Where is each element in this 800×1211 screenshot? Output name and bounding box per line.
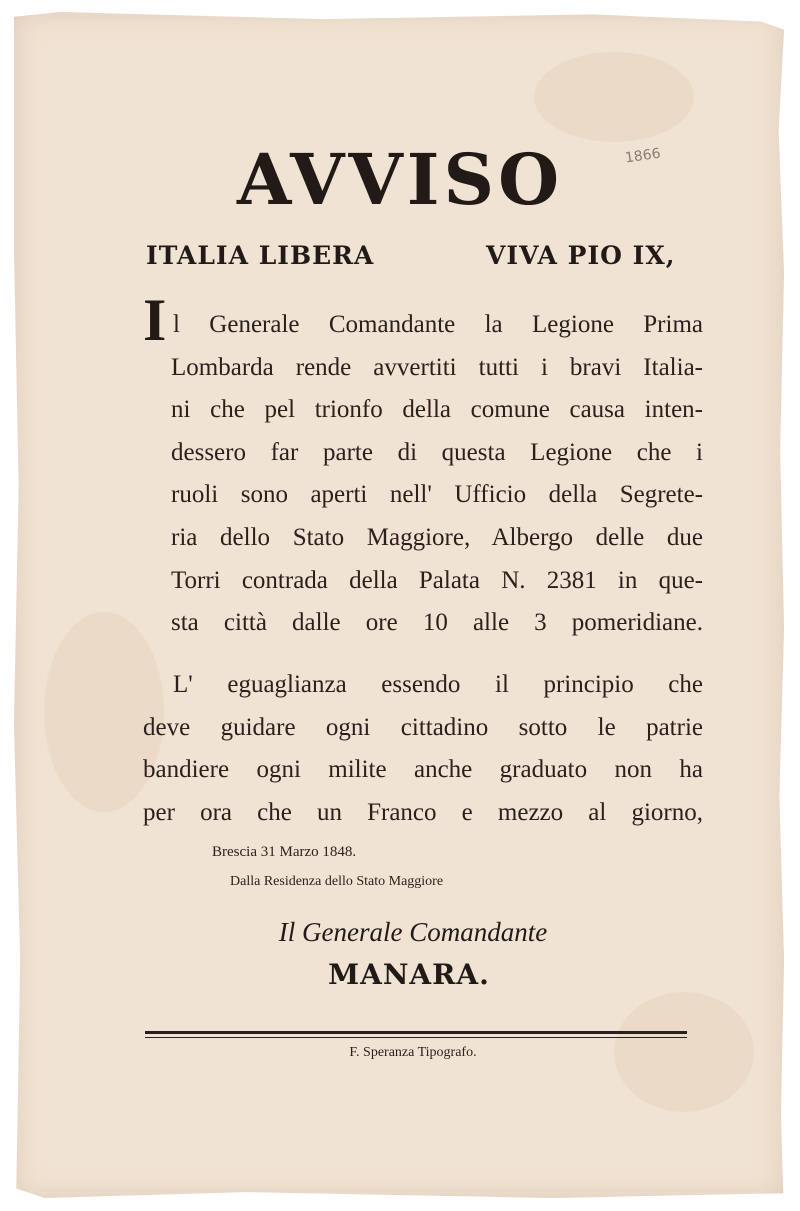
signature-name: MANARA. bbox=[328, 958, 490, 991]
divider-rule bbox=[145, 1031, 687, 1034]
text-line: per ora che un Franco e mezzo al giorno, bbox=[143, 798, 703, 826]
date-line: Brescia 31 Marzo 1848. bbox=[212, 844, 357, 860]
paragraph-announcement bbox=[143, 304, 703, 645]
signature-title: Il Generale Comandante bbox=[278, 917, 548, 947]
text-line: Lombarda rende avvertiti tutti i bravi Italia- bbox=[171, 353, 703, 381]
text-line: l Generale Comandante la Legione Prima bbox=[173, 311, 703, 338]
text-line: L' eguaglianza essendo il principio che bbox=[173, 671, 703, 698]
text-line: deve guidare ogni cittadino sotto le patrie bbox=[143, 713, 703, 741]
pencil-annotation: 1866 bbox=[624, 145, 662, 167]
drop-cap: I bbox=[143, 287, 167, 353]
slogan-right: VIVA PIO IX, bbox=[486, 241, 676, 270]
paper-stain bbox=[534, 52, 694, 142]
text-line: bandiere ogni milite anche graduato non ha bbox=[143, 756, 703, 784]
paragraph-equality bbox=[143, 664, 703, 834]
text-line: sta città dalle ore 10 alle 3 pomeridiane. bbox=[171, 609, 703, 637]
divider-rule bbox=[145, 1037, 687, 1038]
text-line: dessero far parte di questa Legione che i bbox=[171, 438, 703, 466]
text-line: ruoli sono aperti nell' Ufficio della Segrete- bbox=[171, 481, 703, 509]
poster-title: AVVISO bbox=[236, 138, 564, 221]
text-line: ria dello Stato Maggiore, Albergo delle due bbox=[171, 523, 703, 551]
text-line: Torri contrada della Palata N. 2381 in que- bbox=[171, 566, 703, 594]
residence-line: Dalla Residenza dello Stato Maggiore bbox=[230, 874, 444, 889]
slogan-left: ITALIA LIBERA bbox=[146, 241, 375, 270]
printer-credit: F. Speranza Tipografo. bbox=[349, 1045, 477, 1060]
text-line: ni che pel trionfo della comune causa inten- bbox=[171, 396, 703, 424]
